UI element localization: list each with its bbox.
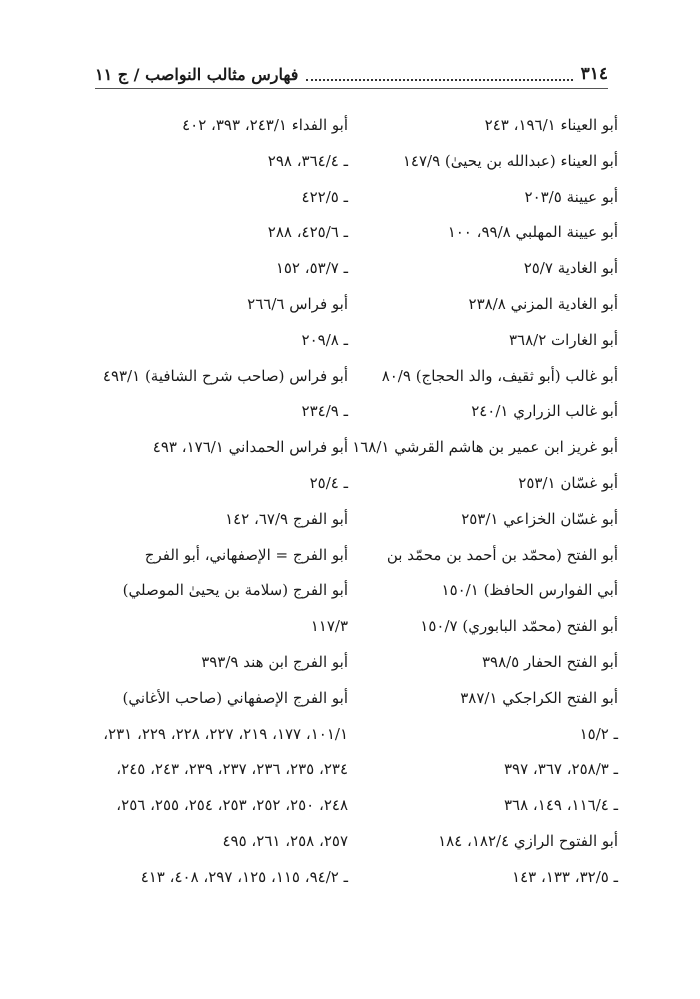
index-entry: أبو الفرج = الإصفهاني، أبو الفرج (144, 545, 348, 564)
index-entry: أبو الفتح الحفار ٣٩٨/٥ (481, 652, 618, 671)
index-entry: ـ ٢٠٩/٨ (301, 330, 348, 349)
index-entry: أبو الفتح (محمّد البابوري) ١٥٠/٧ (420, 617, 618, 636)
index-entry: ـ ٩٤/٢، ١١٥، ١٢٥، ٢٩٧، ٤٠٨، ٤١٣ (140, 867, 348, 886)
index-entry: ٢٣٤، ٢٣٥، ٢٣٦، ٢٣٧، ٢٣٩، ٢٤٣، ٢٤٥، (116, 760, 348, 779)
index-entry: ـ ١١٦/٤، ١٤٩، ٣٦٨ (503, 796, 618, 815)
index-entry: ـ ٢٥٨/٣، ٣٦٧، ٣٩٧ (503, 760, 618, 779)
index-entry: أبو غسّان ٢٥٣/١ (518, 473, 618, 492)
index-entry: ٢٤٨، ٢٥٠، ٢٥٢، ٢٥٣، ٢٥٤، ٢٥٥، ٢٥٦، (116, 796, 348, 815)
index-entry: أبو عيينة المهلبي ٩٩/٨، ١٠٠ (447, 223, 618, 242)
index-entry: أبو فراس ٢٦٦/٦ (247, 294, 348, 313)
index-entry: أبو الغارات ٣٦٨/٢ (509, 330, 618, 349)
index-entry: ـ ٣٦٤/٤، ٢٩٨ (267, 151, 348, 170)
index-entry: أبو العيناء ١٩٦/١، ٢٤٣ (484, 116, 618, 134)
index-entry: أبو فراس الحمداني ١٧٦/١، ٤٩٣ (152, 438, 348, 457)
index-entry: أبو العيناء (عبدالله بن يحيىٰ) ١٤٧/٩ (402, 151, 618, 170)
header-rule (95, 88, 608, 89)
page-number: ٣١٤ (580, 64, 608, 84)
index-entry: ـ ٣٢/٥، ١٣٣، ١٤٣ (512, 867, 618, 886)
index-entry: أبي الفوارس الحافظ) ١٥٠/١ (441, 581, 618, 600)
index-entry: ـ ٢٣٤/٩ (301, 402, 348, 421)
index-entry: أبو الفداء ٢٤٣/١، ٣٩٣، ٤٠٢ (182, 116, 348, 134)
index-column-right (352, 108, 618, 896)
index-entry: ـ ٢٥/٤ (309, 473, 348, 492)
index-entry: ١٠١/١، ١٧٧، ٢١٩، ٢٢٧، ٢٢٨، ٢٢٩، ٢٣١، (103, 724, 348, 743)
index-entry: أبو الغادية المزني ٢٣٨/٨ (468, 294, 618, 313)
index-entry: ـ ٥٣/٧، ١٥٢ (275, 259, 348, 278)
index-entry: أبو غالب الزراري ٢٤٠/١ (471, 402, 618, 421)
index-entry: أبو الغادية ٢٥/٧ (523, 259, 618, 278)
index-entry: أبو غسّان الخزاعي ٢٥٣/١ (461, 509, 618, 528)
index-entry: أبو فراس (صاحب شرح الشافية) ٤٩٣/١ (102, 366, 348, 385)
index-entry: أبو الفرج ٦٧/٩، ١٤٢ (225, 509, 348, 528)
index-entry: ـ ٤٢٥/٦، ٢٨٨ (267, 223, 348, 242)
running-header (95, 60, 608, 88)
index-entry: أبو الفتح (محمّد بن أحمد بن محمّد بن (386, 545, 618, 564)
index-entry: أبو الفرج (سلامة بن يحيىٰ الموصلي) (122, 581, 348, 600)
index-entry: أبو الفرج الإصفهاني (صاحب الأغاني) (122, 688, 348, 707)
header-title: فهارس مثالب النواصب / ج ١١ (95, 64, 299, 84)
index-entry: أبو الفرج ابن هند ٣٩٣/٩ (201, 652, 348, 671)
header-dot-leader (306, 67, 572, 81)
index-entry: ١١٧/٣ (310, 617, 348, 636)
index-entry: أبو غالب (أبو ثقيف، والد الحجاج) ٨٠/٩ (381, 366, 618, 385)
index-entry: أبو الفتح الكراجكي ٣٨٧/١ (460, 688, 618, 707)
index-entry: أبو عيينة ٢٠٣/٥ (524, 187, 618, 206)
index-column-left (88, 108, 348, 896)
index-entry: أبو الفتوح الرازي ١٨٢/٤، ١٨٤ (438, 831, 618, 850)
index-entry: أبو غريز ابن عمير بن هاشم القرشي ١٦٨/١ (352, 438, 618, 457)
index-entry: ـ ٤٢٢/٥ (301, 187, 348, 206)
index-entry: ـ ١٥/٢ (579, 724, 618, 743)
index-entry: ٢٥٧، ٢٥٨، ٢٦١، ٤٩٥ (222, 831, 348, 850)
